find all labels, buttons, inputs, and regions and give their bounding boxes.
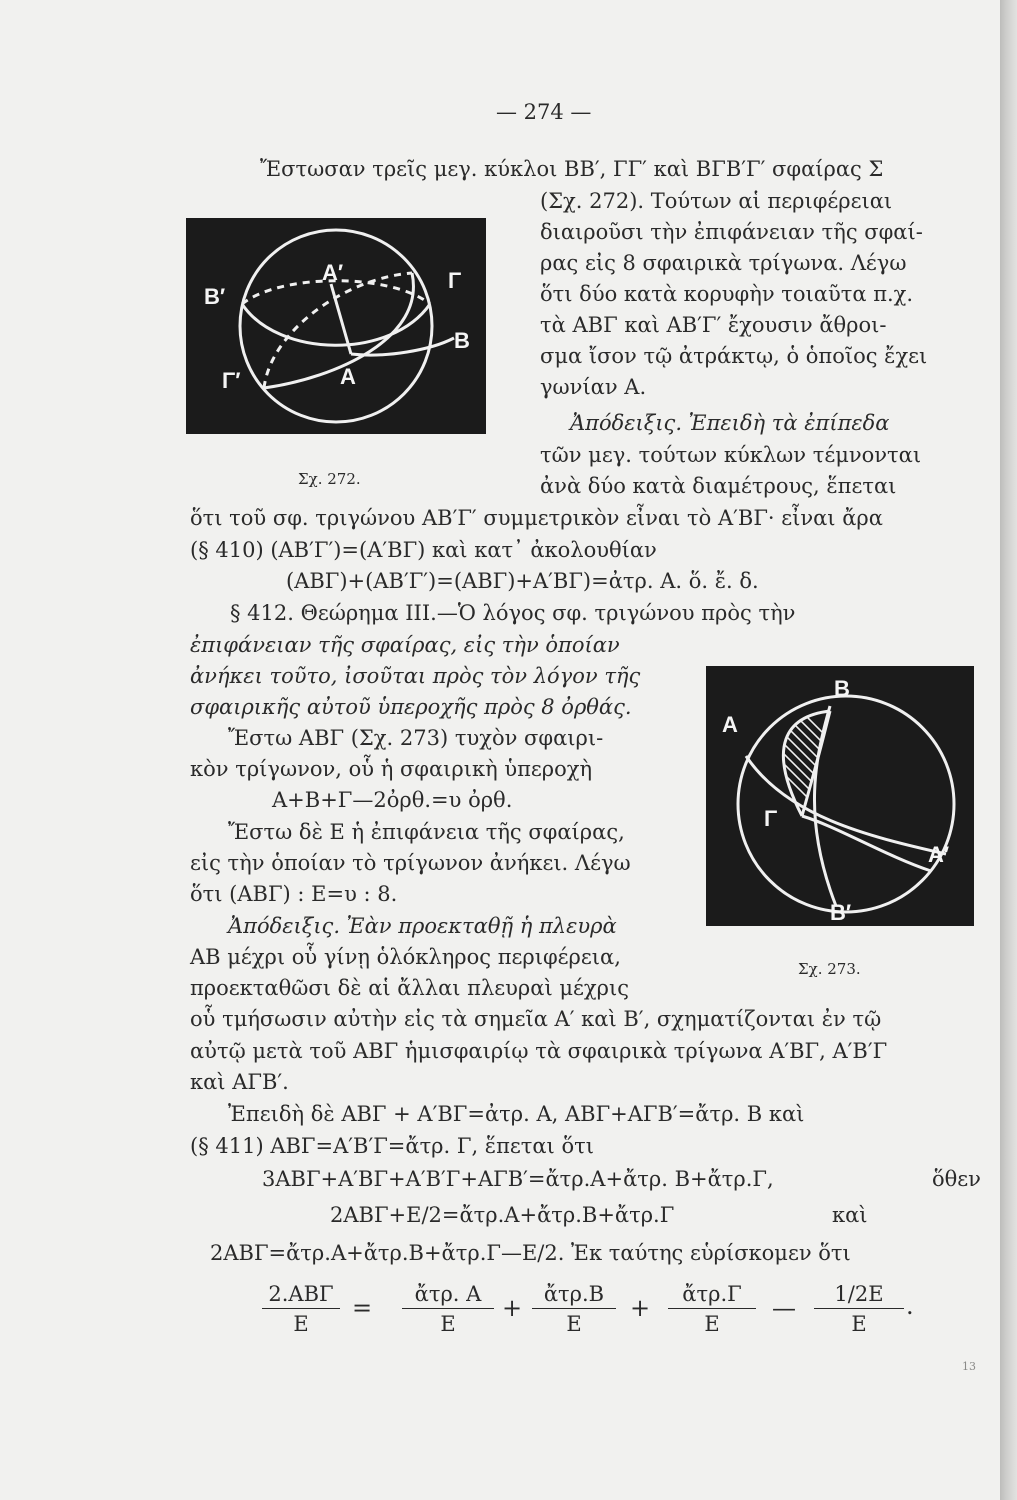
text-line: διαιροῦσι τὴν ἐπιφάνειαν τῆς σφαί- [540,220,923,244]
fig272-label-a: Α [340,364,356,389]
text-line: ἀνήκει τοῦτο, ἰσοῦται πρὸς τὸν λόγον τῆς [190,664,641,688]
text-line: 2ΑΒΓ=ἄτρ.Α+ἄτρ.Β+ἄτρ.Γ—Ε/2. Ἐκ ταύτης εὑρίσκομεν ὅτι [210,1241,851,1265]
formula-denominator: Ε [293,1312,309,1336]
formula-fraction-5 [814,1282,904,1336]
great-circle-gg-back [264,273,412,388]
text-line: Ἀπόδειξις. Ἐὰν προεκταθῇ ἡ πλευρὰ [228,914,617,938]
text-line: ἐπιφάνειαν τῆς σφαίρας, εἰς τὴν ὁποίαν [190,633,620,657]
text-line: (§ 411) ΑΒΓ=Α′Β′Γ=ἄτρ. Γ, ἕπεται ὅτι [190,1134,594,1158]
great-circle-bb [814,706,836,906]
figure-272-caption: Σχ. 272. [298,470,361,488]
text-line: καὶ [832,1203,868,1227]
formula-denominator: Ε [440,1312,456,1336]
fig273-label-bprime: Β′ [830,900,852,925]
text-line: ρας εἰς 8 σφαιρικὰ τρίγωνα. Λέγω [540,251,907,275]
text-line: Ἔστω δὲ Ε ἡ ἐπιφάνεια τῆς σφαίρας, [228,820,625,844]
formula-denominator: Ε [851,1312,867,1336]
great-circle-bb-front [242,304,430,345]
fig272-label-b: Β [454,328,470,353]
figure-273-caption: Σχ. 273. [798,960,861,978]
formula-denominator: Ε [704,1312,720,1336]
text-line: γωνίαν Α. [540,375,647,399]
formula-numerator: ἄτρ. Α [402,1282,494,1309]
text-line: προεκταθῶσι δὲ αἱ ἄλλαι πλευραὶ μέχρις [190,976,629,1000]
formula-numerator: 2.ΑΒΓ [262,1282,340,1309]
fig272-label-gammaprime: Γ′ [222,368,241,393]
formula-fraction-3 [532,1282,616,1336]
formula-denominator: Ε [566,1312,582,1336]
text-line: ὅτι τοῦ σφ. τριγώνου ΑΒ′Γ′ συμμετρικὸν εἶναι τὸ Α′ΒΓ· εἶναι ἄρα [190,506,883,530]
figure-272 [186,218,486,434]
text-line: (ΑΒΓ)+(ΑΒ′Γ′)=(ΑΒΓ)+Α′ΒΓ)=ἀτρ. Α. ὅ. ἔ. δ. [286,569,759,593]
formula-plus: + [630,1294,651,1322]
text-line: (§ 410) (ΑΒ′Γ′)=(Α′ΒΓ) καὶ κατ᾽ ἀκολουθίαν [190,538,657,562]
margin-stamp: 13 [962,1360,976,1373]
text-line: (Σχ. 272). Τούτων αἱ περιφέρειαι [540,189,893,213]
fig273-label-aprime: Α′ [928,842,950,867]
formula-fraction-1 [262,1282,340,1336]
text-line: σμα ἴσον τῷ ἀτράκτῳ, ὁ ὁποῖος ἔχει [540,344,928,368]
fig272-label-bprime: Β′ [204,284,226,309]
text-line: τῶν μεγ. τούτων κύκλων τέμνονται [540,443,922,467]
formula-numerator: ἄτρ.Β [532,1282,616,1309]
formula-equals: = [352,1294,373,1322]
text-line: ΑΒ μέχρι οὗ γίνῃ ὁλόκληρος περιφέρεια, [190,945,621,969]
fig273-label-b: Β [834,676,850,701]
text-line: καὶ ΑΓΒ′. [190,1070,289,1094]
text-line: σφαιρικῆς αὐτοῦ ὑπεροχῆς πρὸς 8 ὀρθάς. [190,695,632,719]
text-line: ὅθεν [932,1167,981,1191]
theorem-heading: § 412. Θεώρημα ΙΙΙ.—Ὁ λόγος σφ. τριγώνου πρὸς τὴν [230,601,796,625]
text-line: Ἀπόδειξις. Ἐπειδὴ τὰ ἐπίπεδα [570,411,890,435]
text-line: 2ΑΒΓ+Ε/2=ἄτρ.Α+ἄτρ.Β+ἄτρ.Γ [330,1203,675,1227]
formula-numerator: 1/2Ε [814,1282,904,1309]
text-line: Ἔστωσαν τρεῖς μεγ. κύκλοι ΒΒ′, ΓΓ′ καὶ ΒΓΒ′Γ′ σφαίρας Σ [260,157,884,181]
text-line: εἰς τὴν ὁποίαν τὸ τρίγωνον ἀνήκει. Λέγω [190,851,631,875]
formula-numerator: ἄτρ.Γ [668,1282,756,1309]
text-line: οὗ τμήσωσιν αὐτὴν εἰς τὰ σημεῖα Α′ καὶ Β′, σχηματίζονται ἐν τῷ [190,1007,882,1031]
text-line: Ἔστω ΑΒΓ (Σχ. 273) τυχὸν σφαιρι- [228,726,604,750]
figure-273 [706,666,974,926]
figure-273-drawing [706,666,974,926]
great-circle-aa [746,756,946,854]
formula-minus: — [772,1294,796,1322]
text-line: τὰ ΑΒΓ καὶ ΑΒ′Γ′ ἔχουσιν ἄθροι- [540,313,887,337]
fig273-label-gamma: Γ [764,806,778,831]
figure-272-drawing [186,218,486,434]
text-line: ὅτι δύο κατὰ κορυφὴν τοιαῦτα π.χ. [540,282,914,306]
text-line: ἀνὰ δύο κατὰ διαμέτρους, ἕπεται [540,474,897,498]
page-edge [1000,0,1017,1500]
formula-fraction-2 [402,1282,494,1336]
arc-a-aprime [331,284,351,354]
formula-fraction-4 [668,1282,756,1336]
text-line: Α+Β+Γ—2ὀρθ.=υ ὀρθ. [272,788,513,812]
sphere-outline-273 [738,696,954,912]
text-line: ὅτι (ΑΒΓ) : Ε=υ : 8. [190,882,398,906]
formula-period: . [906,1292,914,1320]
fig272-label-aprime: Α′ [322,260,344,285]
great-circle-gg-front [264,273,413,388]
text-line: κὸν τρίγωνον, οὗ ἡ σφαιρικὴ ὑπεροχὴ [190,757,593,781]
sphere-outline [240,230,432,422]
text-line: αὐτῷ μετὰ τοῦ ΑΒΓ ἡμισφαιρίῳ τὰ σφαιρικὰ τρίγωνα Α′ΒΓ, Α′Β′Γ [190,1039,888,1063]
fig272-label-gamma: Γ [448,268,462,293]
text-line: Ἐπειδὴ δὲ ΑΒΓ + Α′ΒΓ=ἀτρ. Α, ΑΒΓ+ΑΓΒ′=ἄτρ. Β καὶ [228,1102,805,1126]
text-line: 3ΑΒΓ+Α′ΒΓ+Α′Β′Γ+ΑΓΒ′=ἄτρ.Α+ἄτρ. Β+ἄτρ.Γ, [262,1167,774,1191]
fig273-label-a: Α [722,712,738,737]
page-number: — 274 — [496,100,592,124]
formula-plus: + [502,1294,523,1322]
